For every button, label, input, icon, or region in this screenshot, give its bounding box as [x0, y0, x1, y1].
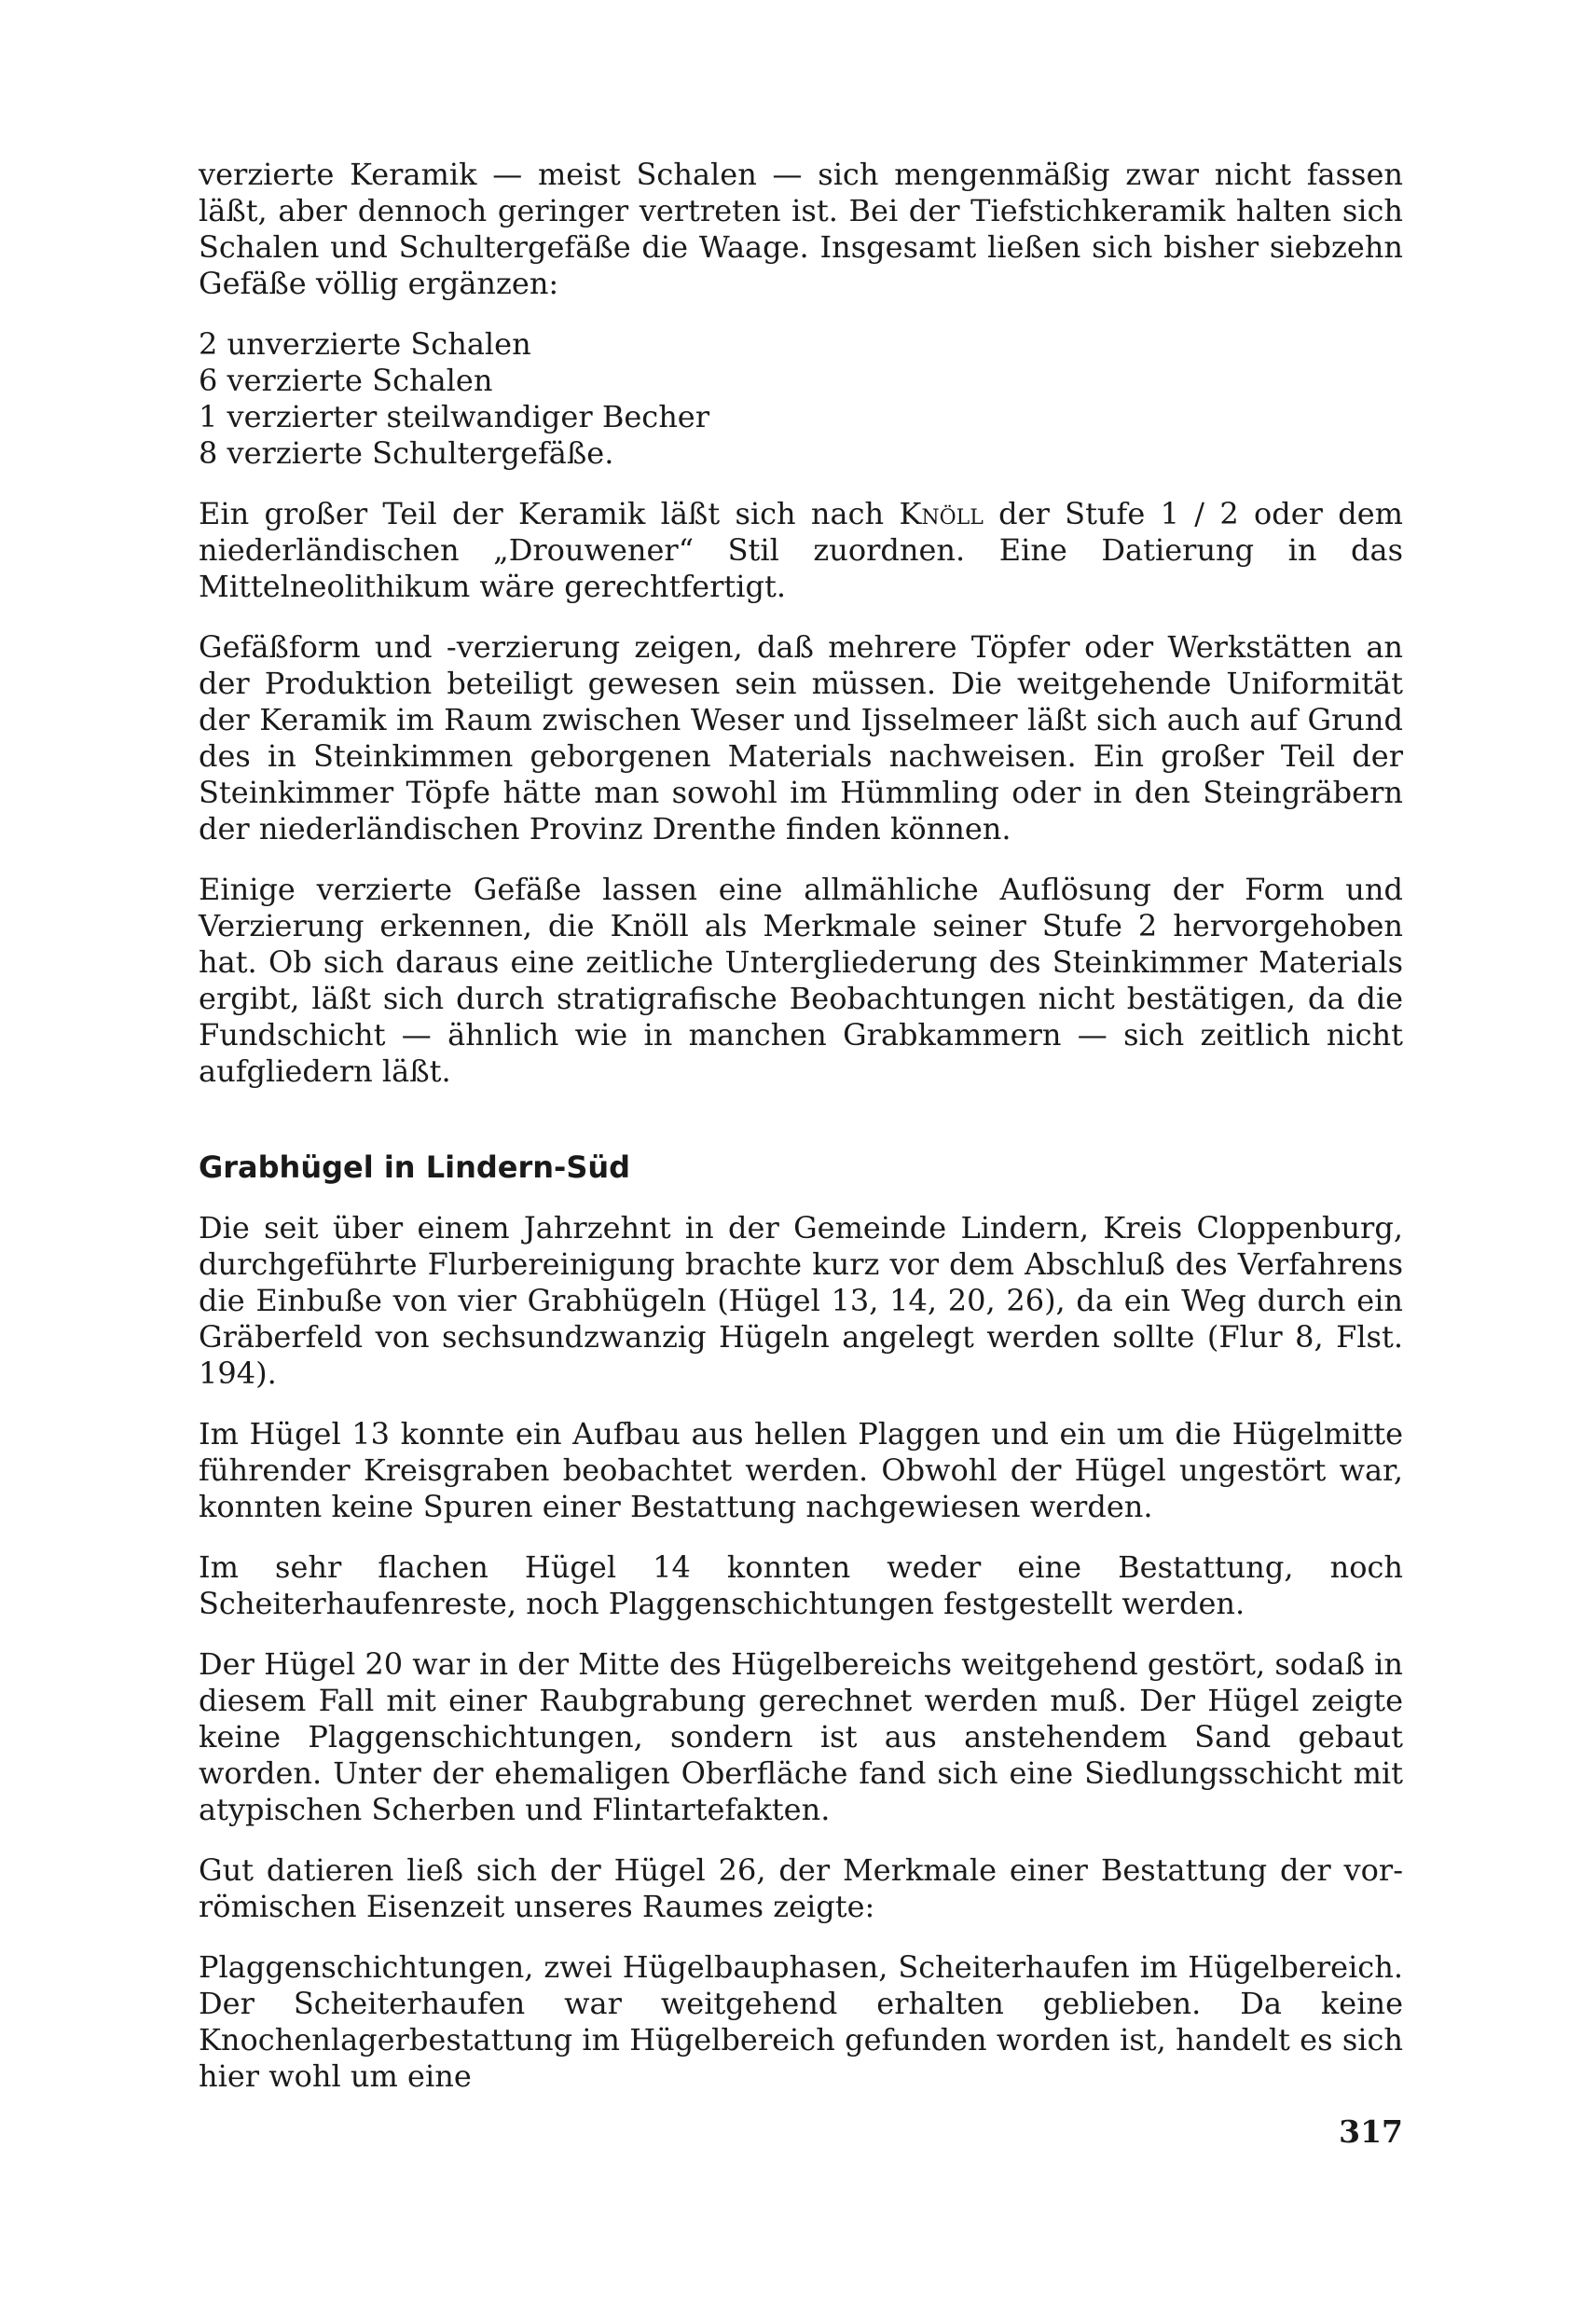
author-name-knoell: Knöll	[899, 496, 984, 531]
list-item: 2 unverzierte Schalen	[199, 326, 531, 362]
text-run: der Stufe 1 / 2 oder dem niederländischen „Drouwener“ Stil zuordnen. Eine Datierung in das Mittelneolithikum wäre gerechtfertigt.	[199, 496, 1404, 604]
paragraph-huegel-20: Der Hügel 20 war in der Mitte des Hügelbereichs weitgehend gestört, sodaß in diesem Fall mit einer Raubgrabung gerechnet werden muß. Der Hügel zeigte keine Plaggenschichtungen, sondern ist aus anstehendem Sand gebaut worden. Unter der ehemaligen Oberfläche fand sich eine Siedlungsschicht mit atypischen Scherben und Flintartefakten.	[199, 1646, 1403, 1827]
paragraph-huegel-26-details: Plaggenschichtungen, zwei Hügelbauphasen, Scheiterhaufen im Hügelbereich. Der Scheiterhaufen war weitgehend erhalten geblieben. Da keine Knochenlagerbestattung im Hügelbereich gefunden worden ist, handelt es sich hier wohl um eine	[199, 1949, 1403, 2094]
text-run: Ein großer Teil der Keramik läßt sich nach	[199, 496, 900, 531]
paragraph-decoration-dissolution: Einige verzierte Gefäße lassen eine allmähliche Auflösung der Form und Verzierung erkennen, die Knöll als Merkmale seiner Stufe 2 hervorgehoben hat. Ob sich daraus eine zeitliche Untergliederung des Steinkimmer Materials ergibt, läßt sich durch stratigrafische Beobachtungen nicht bestätigen, da die Fundschicht — ähnlich wie in manchen Grabkammern — sich zeitlich nicht aufgliedern läßt.	[199, 872, 1403, 1089]
vessel-list	[199, 326, 1403, 472]
paragraph-huegel-13: Im Hügel 13 konnte ein Aufbau aus hellen Plaggen und ein um die Hügelmitte führender Kreisgraben beobachtet werden. Obwohl der Hügel ungestört war, konnten keine Spuren einer Bestattung nachgewiesen werden.	[199, 1416, 1403, 1524]
page-body	[199, 157, 1403, 2119]
list-item: 8 verzierte Schultergefäße.	[199, 435, 614, 471]
paragraph-ceramics-intro: verzierte Keramik — meist Schalen — sich mengenmäßig zwar nicht fassen läßt, aber dennoch geringer vertreten ist. Bei der Tiefstichkeramik halten sich Schalen und Schultergefäße die Waage. Insgesamt ließen sich bisher siebzehn Gefäße völlig ergänzen:	[199, 157, 1403, 301]
paragraph-lindern-intro: Die seit über einem Jahrzehnt in der Gemeinde Lindern, Kreis Cloppenburg, durchgeführte Flurbereinigung brachte kurz vor dem Abschluß des Verfahrens die Einbuße von vier Grabhügeln (Hügel 13, 14, 20, 26), da ein Weg durch ein Gräberfeld von sechsundzwanzig Hügeln angelegt werden sollte (Flur 8, Flst. 194).	[199, 1210, 1403, 1391]
list-item: 6 verzierte Schalen	[199, 363, 493, 398]
paragraph-vessel-production: Gefäßform und -verzierung zeigen, daß mehrere Töpfer oder Werkstätten an der Produktion beteiligt gewesen sein müssen. Die weitgehende Uniformität der Keramik im Raum zwischen Weser und Ijsselmeer läßt sich auch auf Grund des in Steinkimmen geborgenen Materials nachweisen. Ein großer Teil der Steinkimmer Töpfe hätte man sowohl im Hümmling oder in den Steingräbern der niederländischen Provinz Drenthe finden können.	[199, 629, 1403, 846]
paragraph-knoell-dating	[199, 496, 1403, 605]
paragraph-huegel-14: Im sehr flachen Hügel 14 konnten weder eine Bestattung, noch Scheiterhaufenreste, noch Plaggenschichtungen festgestellt werden.	[199, 1549, 1403, 1621]
list-item: 1 verzierter steilwandiger Becher	[199, 399, 710, 434]
page-number: 317	[1339, 2113, 1403, 2150]
section-heading: Grabhügel in Lindern-Süd	[199, 1149, 631, 1185]
paragraph-huegel-26: Gut datieren ließ sich der Hügel 26, der Merkmale einer Bestattung der vorrömischen Eisenzeit unseres Raumes zeigte:	[199, 1852, 1403, 1924]
